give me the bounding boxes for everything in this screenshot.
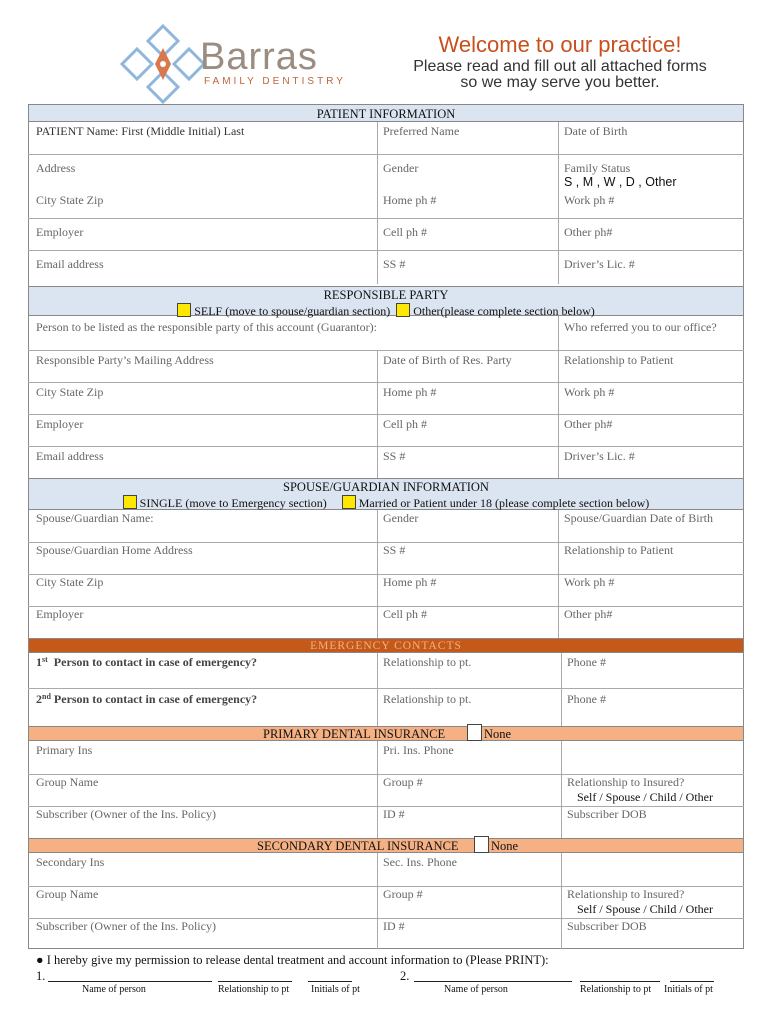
employer-field[interactable]: Employer <box>36 225 84 239</box>
patient-name-field[interactable]: PATIENT Name: First (Middle Initial) Last <box>36 124 245 138</box>
primary-group-number-field[interactable]: Group # <box>383 775 423 789</box>
spouse-name-field[interactable]: Spouse/Guardian Name: <box>36 511 154 525</box>
secondary-ins-field[interactable]: Secondary Ins <box>36 855 105 869</box>
welcome-title: Welcome to our practice! <box>438 32 682 57</box>
section-secondary-insurance-header: SECONDARY DENTAL INSURANCE None <box>28 838 744 853</box>
welcome-line-2: so we may serve you better. <box>460 74 660 91</box>
rp-dob-field[interactable]: Date of Birth of Res. Party <box>383 353 512 367</box>
release-2-name-line[interactable] <box>414 981 572 982</box>
spouse-ss-field[interactable]: SS # <box>383 543 406 557</box>
secondary-subscriber-field[interactable]: Subscriber (Owner of the Ins. Policy) <box>36 919 216 933</box>
primary-subscriber-dob-field[interactable]: Subscriber DOB <box>567 807 647 821</box>
family-status-options[interactable]: S , M , W , D , Other <box>564 175 677 189</box>
caption-initials-2: Initials of pt <box>664 984 713 995</box>
section-primary-insurance-header: PRIMARY DENTAL INSURANCE None <box>28 726 744 741</box>
release-2-relationship-line[interactable] <box>580 981 660 982</box>
emergency-contact-2-field[interactable]: 2nd Person to contact in case of emergency? <box>36 692 258 706</box>
preferred-name-field[interactable]: Preferred Name <box>383 124 460 138</box>
spouse-work-phone-field[interactable]: Work ph # <box>564 575 615 589</box>
section-spouse-header: SPOUSE/GUARDIAN INFORMATION SINGLE (move to Emergency section) Married or Patient under 18 (please complete section below) <box>28 478 744 510</box>
welcome-line-1: Please read and fill out all attached forms <box>413 58 707 75</box>
caption-initials-1: Initials of pt <box>311 984 360 995</box>
guarantor-field[interactable]: Person to be listed as the responsible party of this account (Guarantor): <box>36 320 377 334</box>
rp-drivers-license-field[interactable]: Driver’s Lic. # <box>564 449 635 463</box>
primary-none-checkbox[interactable] <box>467 724 482 741</box>
primary-group-name-field[interactable]: Group Name <box>36 775 99 789</box>
work-phone-field[interactable]: Work ph # <box>564 193 615 207</box>
cell-phone-field[interactable]: Cell ph # <box>383 225 427 239</box>
married-option-label: Married or Patient under 18 (please complete section below) <box>358 496 650 510</box>
caption-relationship-2: Relationship to pt <box>580 984 652 995</box>
rp-mailing-address-field[interactable]: Responsible Party’s Mailing Address <box>36 353 214 367</box>
primary-relationship-field[interactable]: Relationship to Insured? <box>567 775 685 789</box>
brand-name: Barras <box>200 36 318 78</box>
single-checkbox[interactable] <box>123 495 137 509</box>
caption-name-1: Name of person <box>82 984 146 995</box>
emergency-2-phone-field[interactable]: Phone # <box>567 692 606 706</box>
date-of-birth-field[interactable]: Date of Birth <box>564 124 628 138</box>
self-option-label: SELF (move to spouse/guardian section) <box>194 304 391 318</box>
self-checkbox[interactable] <box>177 303 191 317</box>
primary-ins-field[interactable]: Primary Ins <box>36 743 93 757</box>
city-state-zip-field[interactable]: City State Zip <box>36 193 104 207</box>
spouse-cell-phone-field[interactable]: Cell ph # <box>383 607 427 621</box>
brand-subtitle: FAMILY DENTISTRY <box>204 76 346 87</box>
caption-relationship-1: Relationship to pt <box>218 984 290 995</box>
release-1-relationship-line[interactable] <box>218 981 292 982</box>
rp-other-phone-field[interactable]: Other ph# <box>564 417 613 431</box>
primary-subscriber-field[interactable]: Subscriber (Owner of the Ins. Policy) <box>36 807 216 821</box>
secondary-subscriber-dob-field[interactable]: Subscriber DOB <box>567 919 647 933</box>
section-responsible-header: RESPONSIBLE PARTY SELF (move to spouse/guardian section) Other(please complete section below) <box>28 286 744 316</box>
rp-relationship-field[interactable]: Relationship to Patient <box>564 353 674 367</box>
secondary-ins-phone-field[interactable]: Sec. Ins. Phone <box>383 855 457 869</box>
gender-field[interactable]: Gender <box>383 161 419 175</box>
address-field[interactable]: Address <box>36 161 76 175</box>
secondary-none-checkbox[interactable] <box>474 836 489 853</box>
release-2-initials-line[interactable] <box>670 981 714 982</box>
permission-statement: ● I hereby give my permission to release dental treatment and account information to (Please PRINT): <box>36 953 549 967</box>
release-1-initials-line[interactable] <box>308 981 352 982</box>
other-option-label: Other(please complete section below) <box>413 304 595 318</box>
secondary-group-name-field[interactable]: Group Name <box>36 887 99 901</box>
brand <box>200 38 346 87</box>
secondary-none-label: None <box>491 839 519 853</box>
secondary-group-number-field[interactable]: Group # <box>383 887 423 901</box>
spouse-gender-field[interactable]: Gender <box>383 511 419 525</box>
emergency-1-phone-field[interactable]: Phone # <box>567 655 606 669</box>
secondary-id-field[interactable]: ID # <box>383 919 405 933</box>
married-checkbox[interactable] <box>342 495 356 509</box>
rp-ss-field[interactable]: SS # <box>383 449 406 463</box>
bullet-icon: ● <box>36 953 44 967</box>
drivers-license-field[interactable]: Driver’s Lic. # <box>564 257 635 271</box>
logo-mark <box>118 22 208 106</box>
ss-field[interactable]: SS # <box>383 257 406 271</box>
spouse-dob-field[interactable]: Spouse/Guardian Date of Birth <box>564 511 713 525</box>
primary-relationship-options[interactable]: Self / Spouse / Child / Other <box>577 790 713 804</box>
spouse-employer-field[interactable]: Employer <box>36 607 84 621</box>
primary-none-label: None <box>484 727 512 741</box>
primary-ins-phone-field[interactable]: Pri. Ins. Phone <box>383 743 454 757</box>
email-field[interactable]: Email address <box>36 257 104 271</box>
release-line-2-number: 2. <box>400 969 410 983</box>
secondary-relationship-options[interactable]: Self / Spouse / Child / Other <box>577 902 713 916</box>
spouse-home-phone-field[interactable]: Home ph # <box>383 575 437 589</box>
section-patient-header: PATIENT INFORMATION <box>28 104 744 122</box>
secondary-relationship-field[interactable]: Relationship to Insured? <box>567 887 685 901</box>
release-1-name-line[interactable] <box>48 981 212 982</box>
caption-name-2: Name of person <box>444 984 508 995</box>
spouse-relationship-field[interactable]: Relationship to Patient <box>564 543 674 557</box>
emergency-contact-1-field[interactable]: 1st Person to contact in case of emergency? <box>36 655 258 669</box>
rp-cell-phone-field[interactable]: Cell ph # <box>383 417 427 431</box>
other-phone-field[interactable]: Other ph# <box>564 225 613 239</box>
release-line-1-number: 1. <box>36 969 46 983</box>
rp-employer-field[interactable]: Employer <box>36 417 84 431</box>
other-checkbox[interactable] <box>396 303 410 317</box>
rp-city-field[interactable]: City State Zip <box>36 385 104 399</box>
spouse-other-phone-field[interactable]: Other ph# <box>564 607 613 621</box>
spouse-address-field[interactable]: Spouse/Guardian Home Address <box>36 543 193 557</box>
emergency-2-relationship-field[interactable]: Relationship to pt. <box>383 692 472 706</box>
family-status-field[interactable]: Family Status <box>564 161 631 175</box>
rp-email-field[interactable]: Email address <box>36 449 104 463</box>
single-option-label: SINGLE (move to Emergency section) <box>139 496 327 510</box>
home-phone-field[interactable]: Home ph # <box>383 193 437 207</box>
primary-id-field[interactable]: ID # <box>383 807 405 821</box>
rp-work-phone-field[interactable]: Work ph # <box>564 385 615 399</box>
referred-by-field[interactable]: Who referred you to our office? <box>564 320 717 334</box>
emergency-1-relationship-field[interactable]: Relationship to pt. <box>383 655 472 669</box>
rp-home-phone-field[interactable]: Home ph # <box>383 385 437 399</box>
section-emergency-header: EMERGENCY CONTACTS <box>28 638 744 653</box>
spouse-city-field[interactable]: City State Zip <box>36 575 104 589</box>
